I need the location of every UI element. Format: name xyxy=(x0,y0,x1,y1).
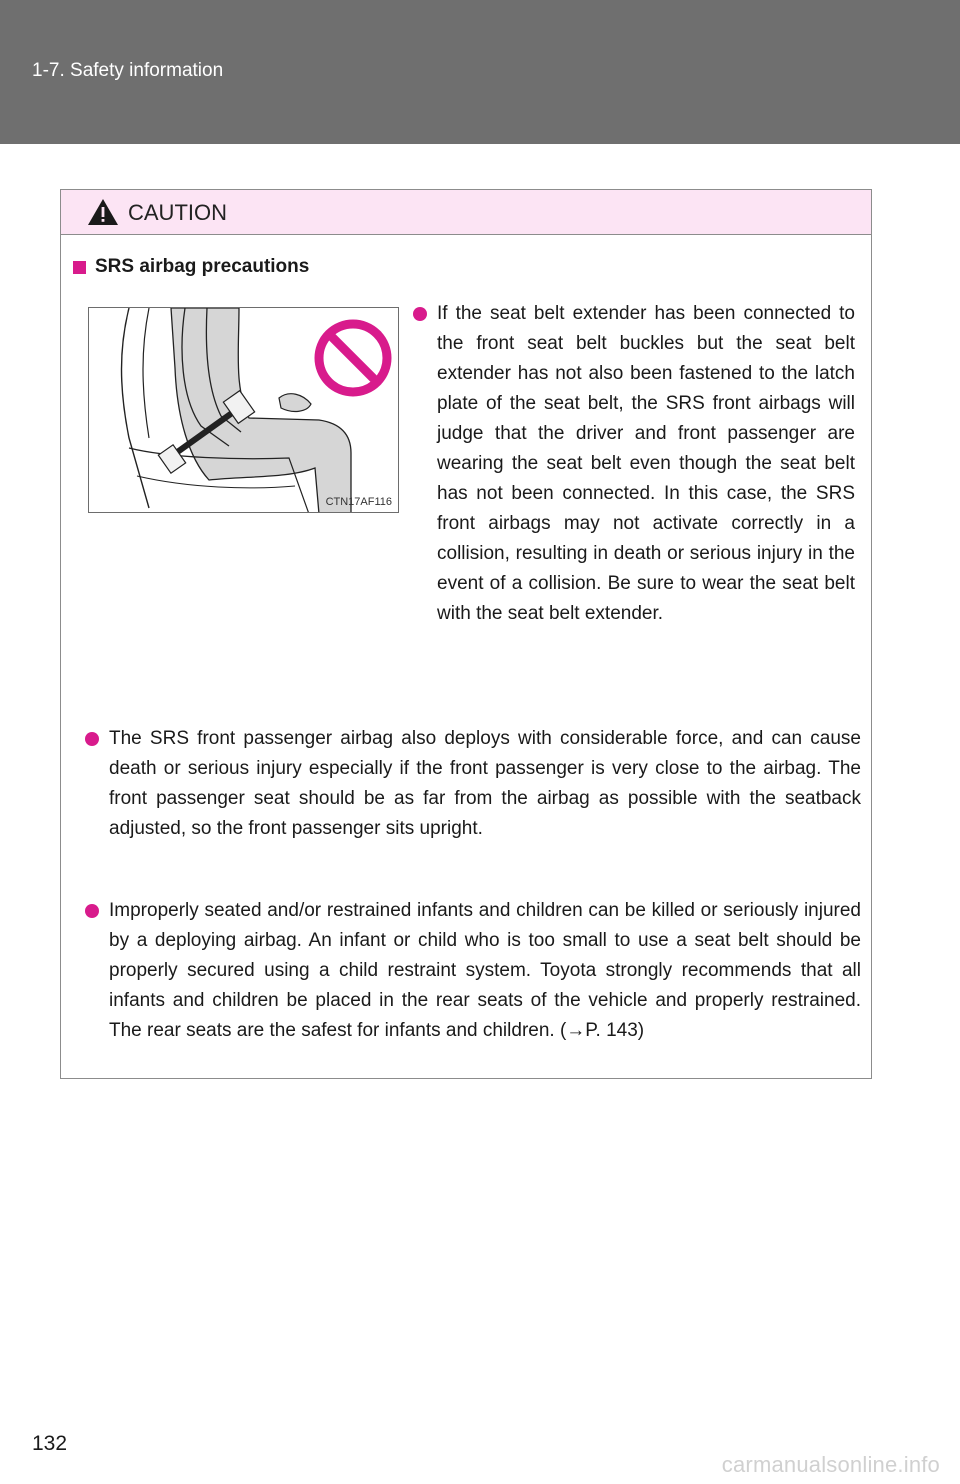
bullet-dot-icon xyxy=(85,732,99,746)
caution-label: CAUTION xyxy=(128,200,227,225)
figure-code: CTN17AF116 xyxy=(325,496,392,508)
bullet-seat-belt-extender xyxy=(413,299,855,629)
bullet-text: Improperly seated and/or restrained infants and children can be killed or seriously injured by a deploying airbag. An infant or child who is too small to use a seat belt should be properly secured using a child restraint system. Toyota strongly recommends that all infants and children be placed in the rear seats of the vehicle and properly restrained. The rear seats are the safest for infants and children. (→P. 143) xyxy=(109,900,861,1041)
page-header xyxy=(0,0,960,144)
bullet-text: The SRS front passenger airbag also deploys with considerable force, and can cause death or serious injury especially if the front passenger is very close to the airbag. The front passenger seat should be as far from the airbag as possible with the seatback adjusted, so the front passenger sits upright. xyxy=(109,728,861,839)
section-heading xyxy=(73,256,309,278)
bullet-text: If the seat belt extender has been connected to the front seat belt buckles but the seat belt extender has not also been fastened to the latch plate of the seat belt, the SRS front airbags will judge that the driver and front passenger are wearing the seat belt even though the seat belt has not been connected. In this case, the SRS front airbags may not activate correctly in a collision, resulting in death or serious injury in the event of a collision. Be sure to wear the seat belt with the seat belt extender. xyxy=(437,303,855,624)
warning-triangle-icon xyxy=(87,198,119,226)
bullet-dot-icon xyxy=(413,307,427,321)
prohibition-icon xyxy=(319,324,387,392)
bullet-infants-children xyxy=(85,896,861,1046)
bullet-dot-icon xyxy=(85,904,99,918)
section-title: 1-7. Safety information xyxy=(32,60,224,81)
page-number: 132 xyxy=(32,1432,68,1455)
section-heading-text: SRS airbag precautions xyxy=(95,256,310,277)
bullet-passenger-airbag xyxy=(85,724,861,844)
caution-box xyxy=(60,189,872,1079)
square-bullet-icon xyxy=(73,261,86,274)
seat-belt-extender-illustration xyxy=(88,307,399,513)
footer-watermark: carmanualsonline.info xyxy=(721,1452,940,1477)
seated-person-illustration xyxy=(89,308,399,513)
caution-header xyxy=(61,190,871,235)
